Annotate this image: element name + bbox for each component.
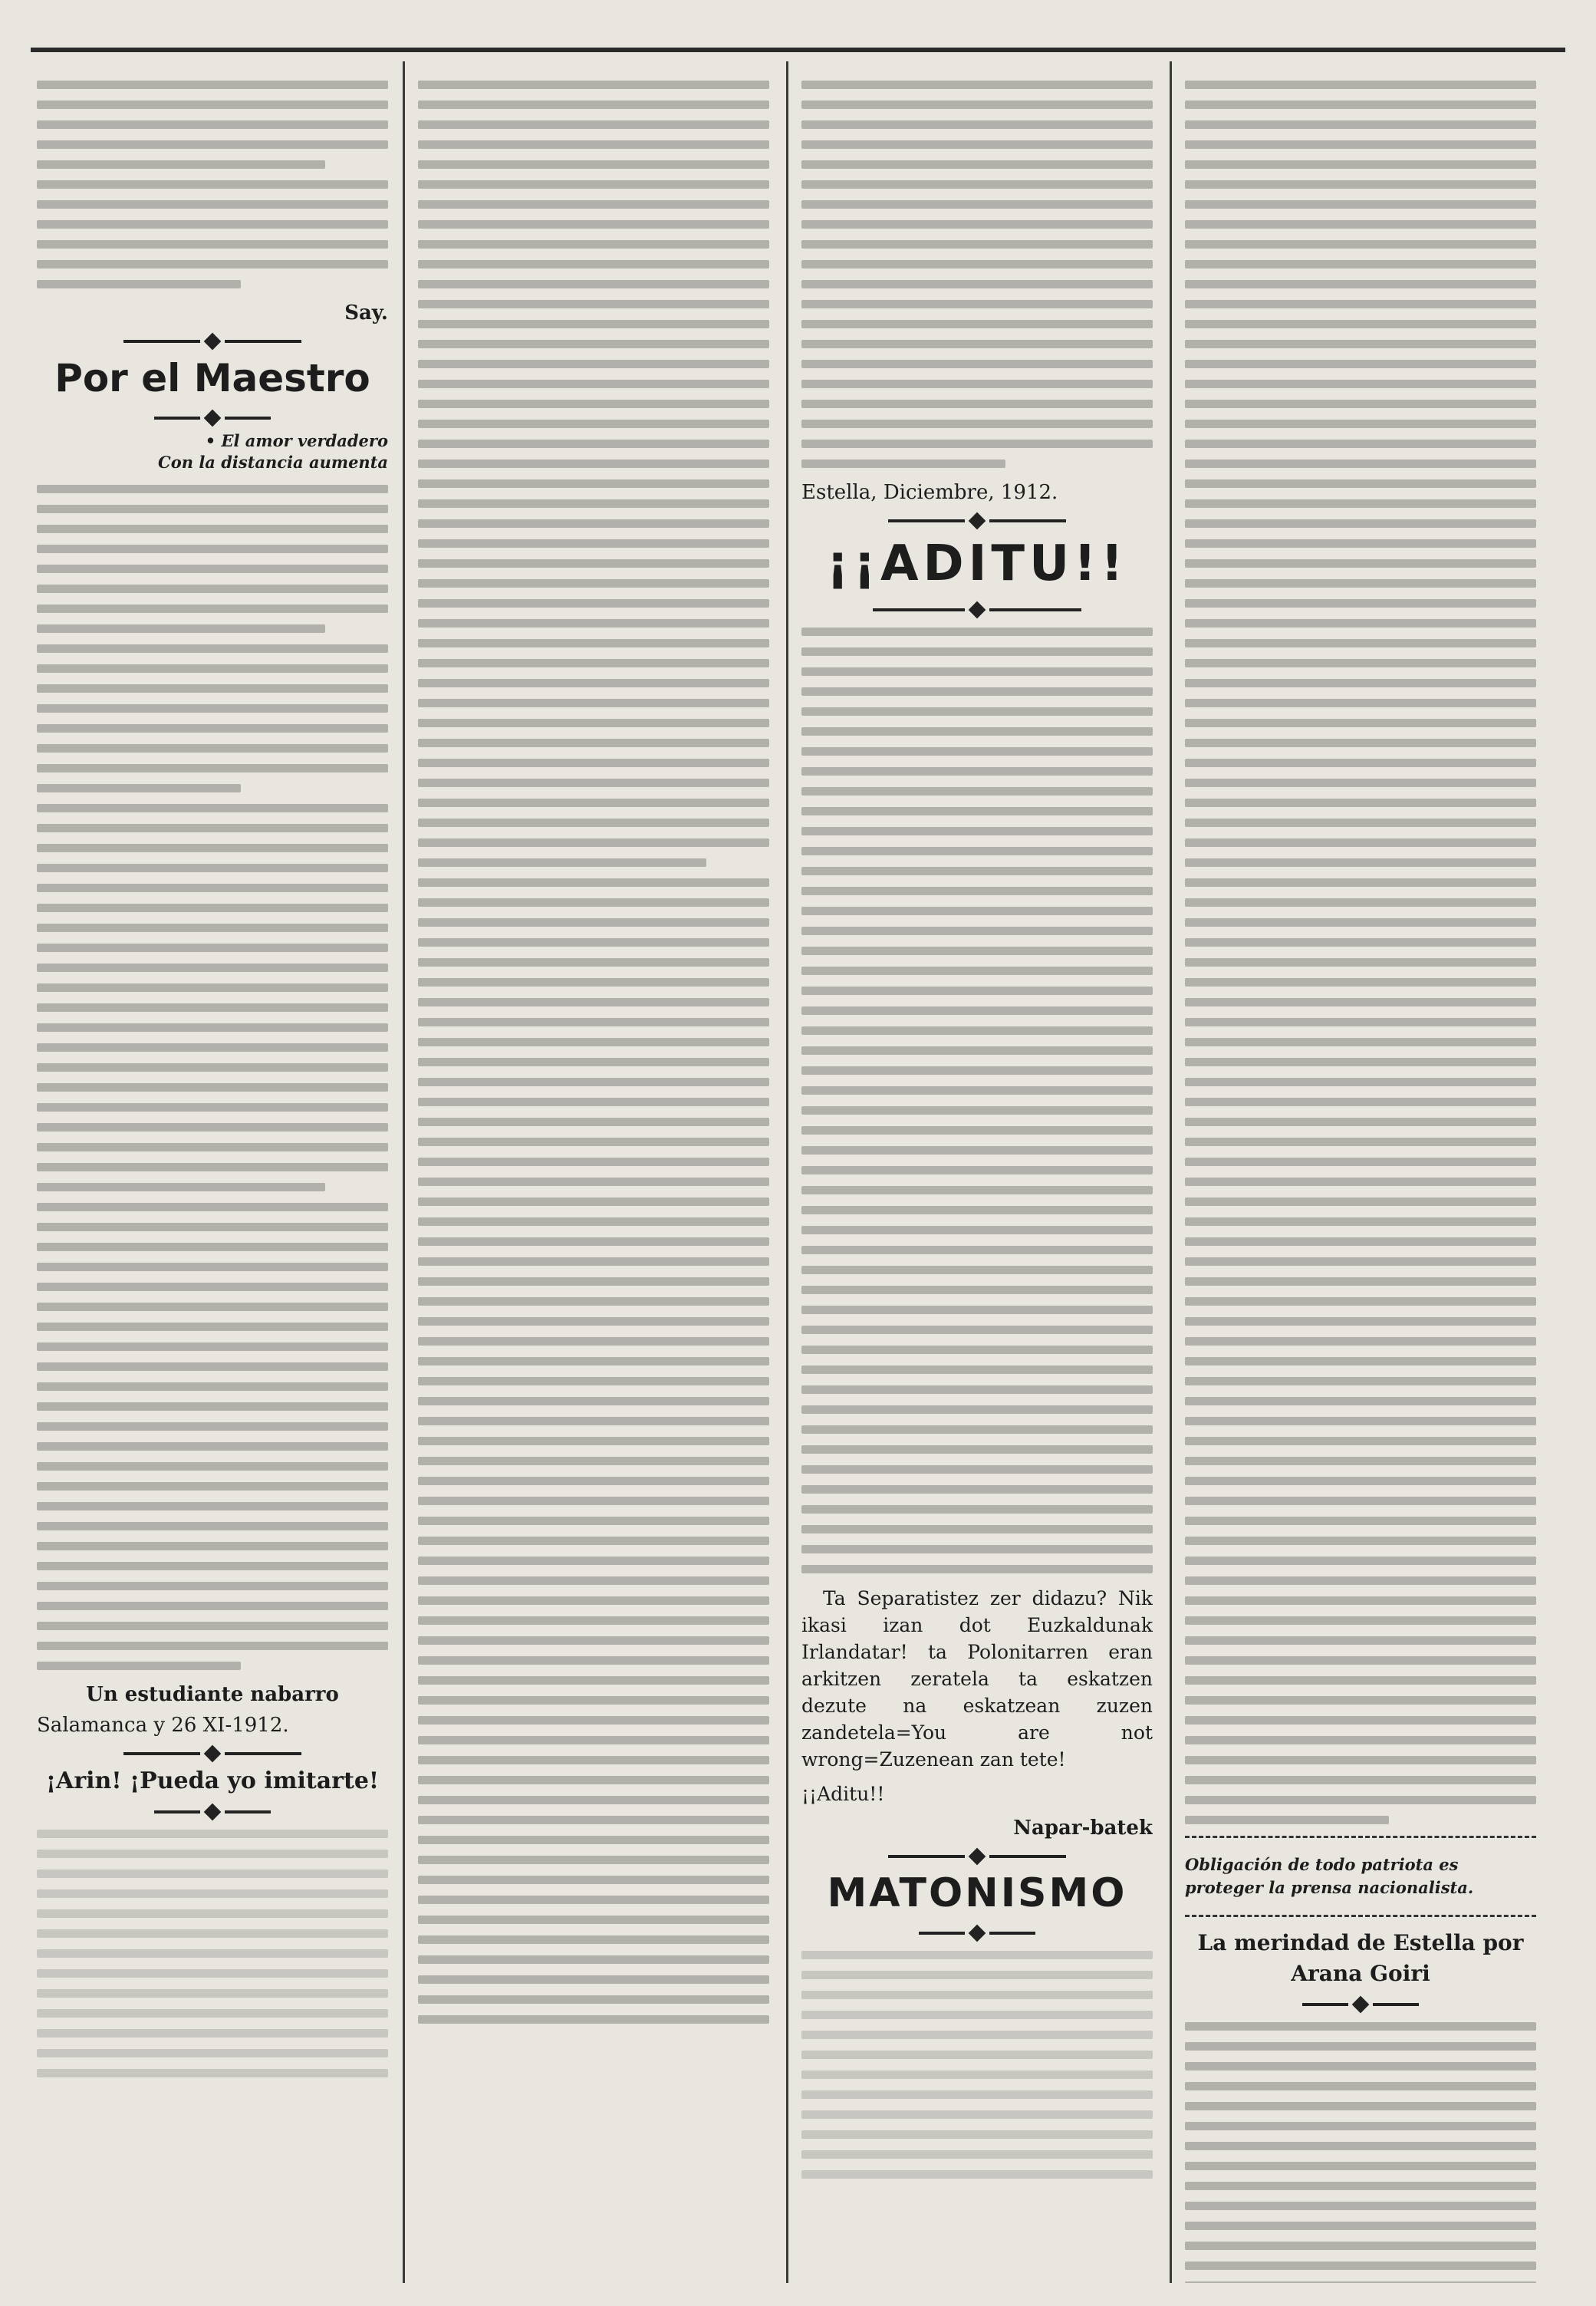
divider-rule [1185, 1915, 1536, 1917]
epigraph [37, 430, 388, 473]
column-rule [403, 61, 405, 2283]
note-obligacion: Obligación de todo patriota es proteger la prensa nacionalista. [1185, 1855, 1474, 1897]
dateline-estella: Estella, Diciembre, 1912. [801, 481, 1058, 504]
text-block [37, 485, 388, 1670]
text-block [37, 81, 388, 288]
text-block [801, 81, 1153, 468]
text-block [37, 1830, 388, 2077]
column-2 [418, 69, 769, 2283]
epigraph-line: Con la distancia aumenta [158, 453, 388, 472]
ornament-divider [37, 412, 388, 424]
text-block [801, 1951, 1153, 2179]
signature-say: Say. [344, 301, 388, 324]
epigraph-line: • El amor verdadero [205, 431, 388, 450]
verse-line: Ta Separatistez zer didazu? Nik [823, 1587, 1153, 1609]
text-block [801, 628, 1153, 1573]
divider-rule [1185, 1836, 1536, 1838]
text-block [418, 81, 769, 2024]
signature-estudiante: Un estudiante nabarro [86, 1683, 339, 1706]
headline-aditu: ¡¡ADITU!! [826, 535, 1128, 592]
ornament-divider [37, 1806, 388, 1818]
verse-line: ikasi izan dot Euzkaldunak Irlandatar! ta Polonitarren eran arkitzen zeratela ta eskatzen dezute na eskatzean zuzen zandetela=You are not wrong=Zuzenean zan tete! [801, 1614, 1153, 1771]
column-rule [1170, 61, 1172, 2283]
dateline-salamanca: Salamanca y 26 XI-1912. [37, 1714, 289, 1737]
ornament-divider [801, 604, 1153, 616]
text-block [1185, 2022, 1536, 2283]
exclamation-aditu: ¡¡Aditu!! [801, 1783, 885, 1805]
ornament-divider [1185, 1998, 1536, 2011]
top-rule [31, 48, 1565, 52]
column-rule [786, 61, 788, 2283]
verse-separatistez [801, 1585, 1153, 1773]
column-4 [1185, 69, 1536, 2283]
ornament-divider [801, 515, 1153, 527]
text-block [1185, 81, 1536, 1824]
headline-merindad-estella: La merindad de Estella por Arana Goiri [1197, 1930, 1524, 1986]
headline-arin-pueda: ¡Arin! ¡Pueda yo imitarte! [45, 1767, 380, 1794]
ornament-divider [801, 1927, 1153, 1939]
ornament-divider [37, 1748, 388, 1760]
headline-por-el-maestro: Por el Maestro [54, 356, 370, 400]
column-3 [801, 69, 1153, 2283]
signature-napar-batek: Napar-batek [1013, 1817, 1153, 1840]
column-1 [37, 69, 388, 2283]
ornament-divider [37, 335, 388, 348]
ornament-divider [801, 1850, 1153, 1863]
headline-matonismo: MATONISMO [827, 1870, 1127, 1916]
